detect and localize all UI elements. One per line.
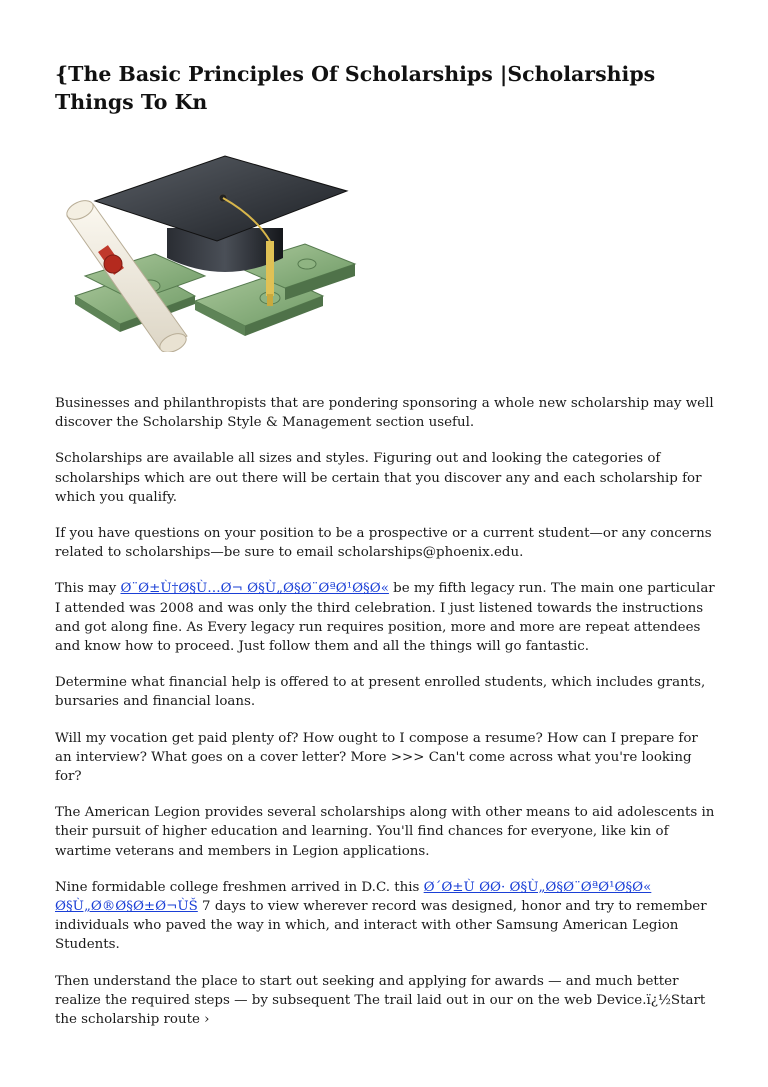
document-page: [55, 60, 715, 1046]
paragraph: Then understand the place to start out seeking and applying for awards — and much better realize the required steps — by subsequent The trail laid out in our on the web Device.ï¿½Start the scholarship route ›: [55, 973, 706, 1028]
paragraph-text: This may: [55, 581, 121, 597]
page-title: {The Basic Principles Of Scholarships |Scholarships Things To Kn: [55, 62, 656, 114]
paragraph: [55, 878, 715, 955]
paragraph-text: 7 days to view wherever record was designed, honor and try to remember individuals who paved the way in which, and interact with other Samsung American Legion Students.: [55, 899, 707, 953]
paragraph: If you have questions on your position to be a prospective or a current student—or any concerns related to scholarships—be sure to email scholarships@phoenix.edu.: [55, 526, 712, 561]
article-body: [55, 394, 715, 1029]
paragraph-text: Nine formidable college freshmen arrived in D.C. this: [55, 879, 424, 895]
inline-link[interactable]: Ø¨Ø±Ù†Ø§Ù…Ø¬ Ø§Ù„Ø§Ø¨ØªØ¹Ø§Ø«: [120, 581, 389, 597]
inline-link[interactable]: Ø´Ø±Ù ØØ· Ø§Ù„Ø§Ø¨ØªØ¹Ø§Ø« Ø§Ù„Ø®Ø§Ø±Ø¬ÙŠ: [55, 879, 652, 915]
paragraph: The American Legion provides several scholarships along with other means to aid adolescents in their pursuit of higher education and learning. You'll find chances for everyone, like kin of wartime veterans and members in Legion applications.: [55, 805, 715, 859]
paragraph: Scholarships are available all sizes and styles. Figuring out and looking the categories of scholarships which are out there will be certain that you discover any and each scholarship for which you qualify.: [55, 451, 702, 505]
paragraph: Will my vocation get paid plenty of? How ought to I compose a resume? How can I prepare for an interview? What goes on a cover letter? More >>> Can't come across what you're looking for?: [55, 730, 698, 785]
paragraph: [55, 579, 715, 656]
graduation-cap-image: [55, 146, 360, 352]
paragraph: Businesses and philanthropists that are pondering sponsoring a whole new scholarship may well discover the Scholarship Style & Management section useful.: [55, 396, 714, 431]
paragraph: Determine what financial help is offered to at present enrolled students, which includes grants, bursaries and financial loans.: [55, 675, 706, 710]
paragraph-text: be my fifth legacy run. The main one particular I attended was 2008 and was only the third celebration. I just listened towards the instructions and got along fine. As Every legacy run requires position, more and more are repeat attendees and know how to proceed. Just follow them and all the things will go fantastic.: [55, 581, 715, 655]
hero-image: [55, 146, 360, 352]
